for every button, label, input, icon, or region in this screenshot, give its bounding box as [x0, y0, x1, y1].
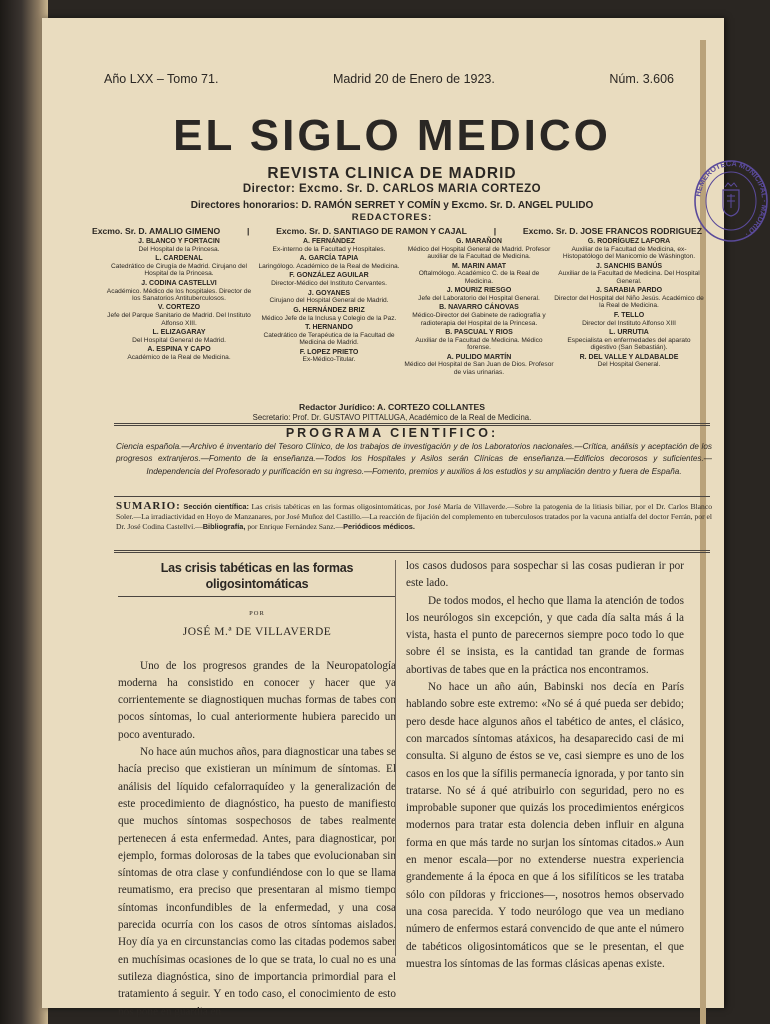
legal-editor: Redactor Jurídico: A. CORTEZO COLLANTES: [299, 402, 485, 412]
editors-label: REDACTORES:: [351, 212, 433, 223]
article-paragraph: los casos dudosos para sospechar si las cosas pudieran ir por este lado.: [406, 560, 684, 590]
article-author: JOSÉ M.ª DE VILLAVERDE: [182, 626, 332, 639]
sumario-section: Sección científica:: [183, 502, 249, 511]
crown-icon: [725, 183, 737, 187]
article-right-column: [406, 558, 684, 973]
staff-desc: Médico-Director del Gabinete de radiografía y radioterapia del Hospital de la Princesa.: [412, 312, 546, 327]
article-por: POR: [249, 610, 265, 617]
staff-name: J. SANCHIS BANÚS: [595, 262, 663, 270]
staff-desc: Auxiliar de la Facultad de Medicina. Del Hospital General.: [558, 270, 700, 285]
issue-volume: Año LXX – Tomo 71.: [104, 72, 219, 86]
staff-desc: Laringólogo. Académico de la Real de Medicina.: [258, 263, 400, 271]
staff-desc: Director-Médico del Instituto Cervantes.: [271, 280, 387, 288]
staff-desc: Jefe del Parque Sanitario de Madrid. Del Instituto Alfonso XIII.: [107, 312, 251, 327]
page-content: [62, 18, 770, 1018]
staff-name: L. URRUTIA: [609, 328, 649, 336]
article-paragraph: No hace un año aún, Babinski nos decía en París hablando sobre este extremo: «No sé á qué pueda ser debido; pero desde hace algunos años el tabético de antes, el clásico, con marcados síntomas atáxicos, ha desaparecido casi de mi consulta. Si alguno de éstos se ve, casi siempre es uno de los casos en los que la sífilis permanecía ignorada, y por tanto sin tratarse. No sé á qué atribuirlo con seguridad, pero no es improbable suponer que quizás los procedimientos enérgicos modernos para tratar esta dolencia deben influir en alguna forma en que más tarde no surjan los síntomas citados.» Aun en menor escala—por no extenderse nuestra experiencia grandemente á la época en que á los sifilíticos se les trataba sólo con píldoras y fricciones—, nosotros hemos observado una cosa parecida. Y todo neurólogo que vea un mediano número de enfermos estará convencido de que ante el número de tabéticos oligosintomáticos que se le presentan, el que muestra los síntomas de las formas clásicas apenas existe.: [406, 681, 684, 970]
staff-name: V. CORTEZO: [157, 304, 201, 312]
staff-name: G. RODRÍGUEZ LAFORA: [587, 238, 671, 245]
principal-editor: Excmo. Sr. D. JOSE FRANCOS RODRIGUEZ: [522, 226, 702, 236]
separator: |: [493, 226, 497, 236]
staff-desc: Director del Instituto Alfonso XIII: [582, 319, 676, 327]
staff-name: A. GARCÍA TAPIA: [299, 255, 359, 263]
staff-name: F. LOPEZ PRIETO: [299, 348, 359, 356]
masthead-title: EL SIGLO MEDICO: [173, 111, 611, 160]
divider: [114, 550, 710, 553]
staff-desc: Del Hospital General.: [597, 361, 661, 369]
staff-name: A. FERNÁNDEZ: [302, 238, 356, 245]
staff-desc: Jefe del Laboratorio del Hospital General.: [418, 294, 540, 302]
article-paragraph: No hace aún muchos años, para diagnosticar una tabes se hacía preciso que existieran un mínimum de síntomas. El análisis del líquido cefalorraquídeo y la generalización de este procedimiento de diagnóstico, ha puesto de manifiesto que muchos síntomas sospechosos de tabes realmente pertenecen á esta enfermedad. Antes, para diagnosticar, por ejemplo, formas dolorosas de la tabes que evolucionaban sin síntomas de otra clase y confundiéndose con lo que se llama reumatismo, era preciso que presentaran al mismo tiempo síntomas inconfundibles de la enfermedad, y una cosa parecida ocurría con los casos de otros síntomas aislados. Hoy día ya en circunstancias como las citadas podemos saber en muchísimas ocasiones de lo que se trata, lo cual no es una sutileza diagnóstica, sino de importancia primordial para el tratamiento á seguir. Y en todo caso, el conocimiento de esto nos pone en guardia en: [118, 746, 396, 1018]
staff-column-3: [404, 238, 554, 378]
sumario: [116, 501, 712, 533]
staff-desc: Del Hospital General de Madrid.: [132, 336, 226, 344]
director-line: Director: Excmo. Sr. D. CARLOS MARIA CORTEZO: [242, 183, 542, 195]
staff-desc: Auxiliar de la Facultad de Medicina, ex-Histopatólogo del Manicomio de Wáshington.: [562, 245, 696, 261]
staff-desc: Cirujano del Hospital General de Madrid.: [269, 297, 389, 305]
honorary-directors: Directores honorarios: D. RAMÓN SERRET Y COMÍN y Excmo. Sr. D. ANGEL PULIDO: [190, 200, 594, 211]
secretary: Secretario: Prof. Dr. GUSTAVO PITTALUGA, Académico de la Real de Medicina.: [252, 413, 532, 422]
staff-name: A. ESPINA Y CAPO: [147, 346, 211, 354]
staff-name: M. MARIN AMAT: [451, 262, 507, 270]
masthead-subtitle: REVISTA CLINICA DE MADRID: [267, 165, 517, 182]
staff-column-4: [554, 238, 704, 378]
separator: |: [246, 226, 250, 236]
article-paragraph: De todos modos, el hecho que llama la atención de todos los neurólogos sin excepción, y que cada día salta más á la vista, hasta el punto de parecernos siempre poco todo lo que sobre él se insista, es la cantidad tan grande de formas abortivas de tabes que en la práctica nos encontramos.: [406, 594, 684, 676]
staff-name: G. HERNÁNDEZ BRIZ: [293, 306, 365, 314]
staff-name: F. TELLO: [613, 311, 645, 319]
staff-column-2: [254, 238, 404, 378]
newspaper-page: [42, 18, 770, 1018]
column-divider: [395, 560, 396, 956]
staff-desc: Médico del Hospital General de Madrid. Profesor auxiliar de la Facultad de Medicina.: [407, 245, 551, 261]
staff-name: J. GOYANES: [307, 289, 351, 297]
staff-desc: Oftalmólogo. Académico C. de la Real de Medicina.: [418, 270, 540, 285]
staff-name: F. GONZÁLEZ AGUILAR: [289, 272, 369, 280]
issue-number: Núm. 3.606: [609, 72, 674, 86]
staff-name: R. DEL VALLE Y ALDABALDE: [579, 353, 679, 361]
staff-name: B. NAVARRO CÁNOVAS: [439, 304, 519, 312]
issue-info-line: [104, 72, 674, 86]
sumario-text-2: por Enrique Fernández Sanz.—: [245, 522, 344, 532]
programa-title: PROGRAMA CIENTIFICO:: [285, 426, 499, 440]
staff-desc: Médico Jefe de la Inclusa y Colegio de la Paz.: [261, 314, 397, 322]
staff-desc: Ex-interno de la Facultad y Hospitales.: [272, 245, 386, 253]
staff-name: A. PULIDO MARTÍN: [446, 353, 512, 361]
article-title: Las crisis tabéticas en las formas oligosintomáticas: [118, 560, 396, 597]
article-left-column: [118, 558, 396, 1021]
principal-editor: Excmo. Sr. D. AMALIO GIMENO: [92, 226, 221, 236]
staff-column-1: [104, 238, 254, 378]
hemeroteca-stamp: [692, 156, 770, 246]
staff-desc: Especialista en enfermedades del aparato digestivo (San Sebastián).: [567, 336, 691, 352]
staff-desc: Del Hospital de la Princesa.: [138, 245, 220, 253]
principal-editor: Excmo. Sr. D. SANTIAGO DE RAMON Y CAJAL: [276, 226, 467, 236]
sumario-bibliografia: Bibliografía,: [202, 522, 246, 532]
article-paragraph: Uno de los progresos grandes de la Neuropatología moderna ha consistido en conocer y hacer que ya corrientemente se diagnostiquen muchas formas de tabes con pocos síntomas, lo cual anteriormente hubiera parecido un poco aventurado.: [118, 659, 396, 741]
staff-name: J. BLANCO Y FORTACIN: [138, 238, 220, 245]
staff-desc: Catedrático de Terapéutica de la Facultad de Medicina de Madrid.: [263, 331, 395, 347]
staff-desc: Auxiliar de la Facultad de Medicina. Médico forense.: [415, 336, 543, 352]
staff-name: J. MOURIZ RIESGO: [446, 287, 512, 295]
staff-name: J. CODINA CASTELLVI: [141, 279, 217, 287]
staff-desc: Ex-Médico-Titular.: [302, 356, 356, 364]
staff-name: B. PASCUAL Y RIOS: [445, 328, 513, 336]
staff-desc: Académico de la Real de Medicina.: [127, 353, 231, 361]
shield-detail-icon: [727, 194, 735, 208]
staff-desc: Catedrático de Cirugía de Madrid. Cirujano del Hospital de la Princesa.: [111, 263, 247, 278]
staff-name: J. SARABIA PARDO: [595, 287, 663, 295]
staff-name: G. MARAÑON: [456, 238, 502, 245]
programa-text: Ciencia española.—Archivo é inventario del Tesoro Clínico, de los trabajos de investigación y de los Laboratorios nacionales.—Crítica, análisis y aceptación de los progresos extranjeros.—Fomento de la enseñanza.—Todos los Hospitales y Asilos serán Clínicas de enseñanza.—Edificios decorosos y suficientes.—Independencia del Profesorado y purificación en su ingreso.—Fomento, premios y auxilios á los estudios y su ampliación dentro y fuera de España.: [116, 442, 712, 476]
book-spine: [0, 0, 48, 1024]
sumario-periodicos: Periódicos médicos.: [343, 522, 415, 532]
principal-editors: [92, 226, 702, 236]
editorial-staff: [104, 238, 704, 378]
sumario-text: Las crisis tabéticas en las formas oligosintomáticas, por José María de Villaverde.—Sobre la patogenia de la litiasis biliar, por el Dr. Carlos Blanco Soler.—La irradiactividad en Hoyo de Manzanares, por José Muñoz del Castillo.—La reacción de fijación del complemento en tuberculosos tratados por la vacuna antialfa del doctor Ferrán, por el Dr. José Codina Castellví.—: [116, 502, 712, 532]
staff-desc: Académico. Médico de los hospitales. Director de los Sanatorios Antituberculosos.: [106, 287, 252, 302]
divider: [114, 496, 710, 497]
staff-name: T. HERNANDO: [305, 324, 353, 332]
staff-name: L. ELIZAGARAY: [152, 328, 206, 336]
issue-date: Madrid 20 de Enero de 1923.: [332, 72, 495, 86]
staff-desc: Médico del Hospital de San Juan de Dios. Profesor de vías urinarias.: [404, 361, 554, 376]
sumario-label: SUMARIO:: [116, 500, 181, 512]
stamp-text-path: HEMEROTECA MUNICIPAL · MADRID ·: [693, 158, 770, 239]
staff-desc: Director del Hospital del Niño Jesús. Académico de la Real de Medicina.: [554, 294, 704, 310]
staff-name: L. CARDENAL: [155, 255, 203, 263]
